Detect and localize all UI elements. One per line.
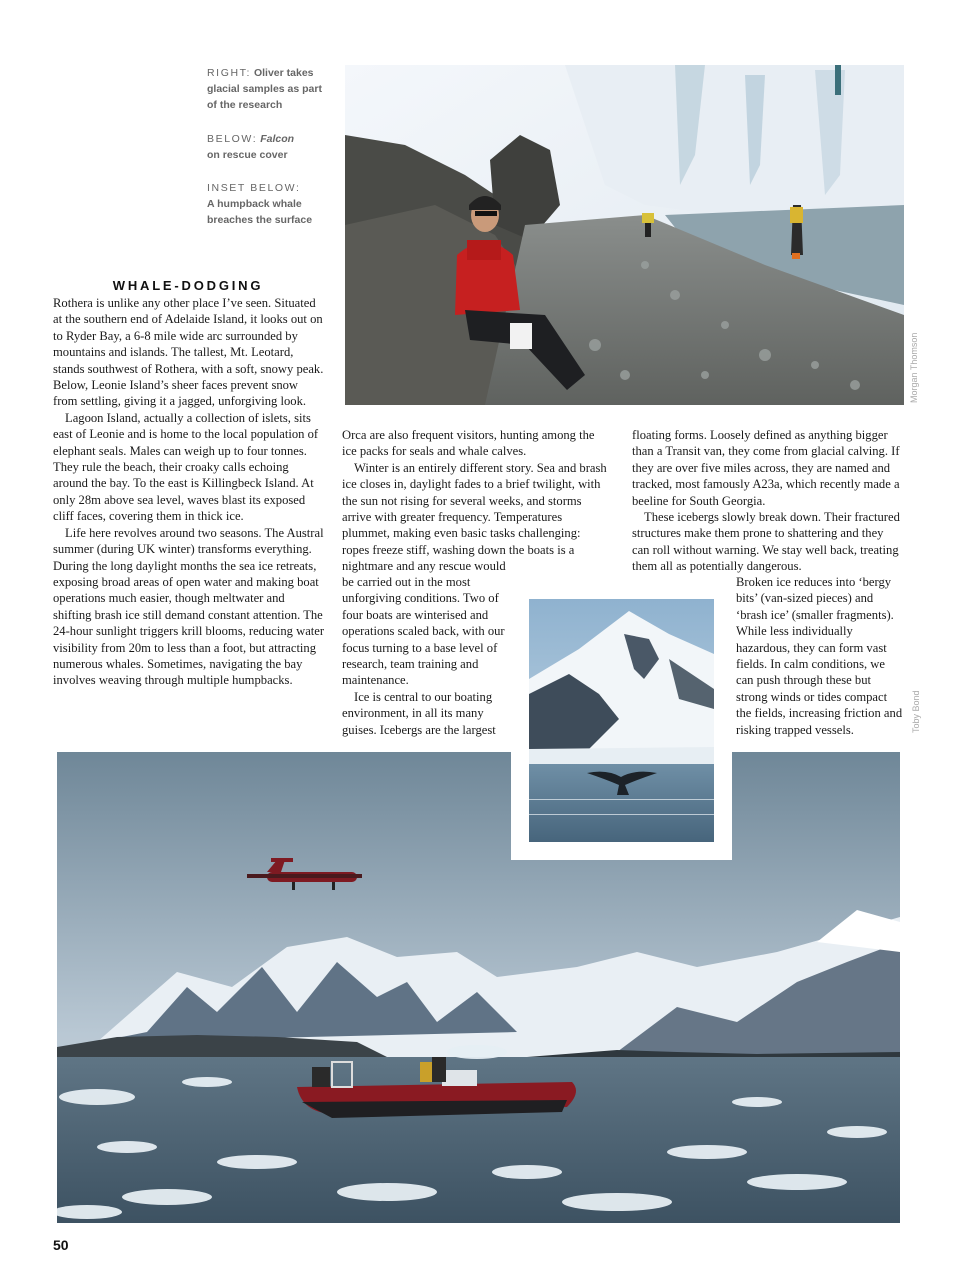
paragraph: Broken ice reduces into ‘bergy bits’ (van-sized pieces) and ‘brash ice’ (smaller fragments). While less individually hazardous, they can form vast fields. In calm conditions, we can push through these but strong winds or tides compact the fields, increasing friction and risking trapped vessels.	[736, 575, 903, 737]
paragraph: Ice is central to our boating environment, in all its many guises. Icebergs are the largest	[342, 689, 496, 737]
paragraph: Lagoon Island, actually a collection of islets, sits east of Leonie and is home to the local population of elephant seals. Males can weigh up to four tonnes. They rule the beach, their croaky calls echoing around the bay. To the east is Killingbeck Island. At only 28m above sea level, waves blast its exposed cliff faces, covering them in thick ice.	[53, 410, 319, 524]
caption-text: A humpback whale breaches the surface	[207, 198, 313, 226]
section-heading: WHALE-DODGING	[112, 278, 264, 293]
photo-credit-morgan-thomson: Morgan Thomson	[909, 332, 919, 403]
caption-label: BELOW:	[207, 133, 258, 145]
paragraph: Life here revolves around two seasons. The Austral summer (during UK winter) transforms everything. During the long daylight months the sea ice retreats, exposing broad areas of open water and making boat operations much easier, though meltwater and shifting brash ice still demand constant attention. The 24-hour sunlight triggers krill blooms, reducing water visibility from 20m to less than a foot, but attracting numerous whales. Sometimes, navigating the bay involves weaving through multiple humpbacks.	[53, 525, 325, 688]
photo-humpback-whale	[529, 599, 714, 842]
column-2-narrow	[342, 574, 517, 738]
page-number: 50	[53, 1237, 69, 1253]
paragraph: These icebergs slowly break down. Their fractured structures make them prone to shattering and they can roll without warning. We stay well back, treating them all as potentially dangerous.	[632, 510, 900, 574]
column-1	[53, 295, 325, 689]
caption-label: INSET BELOW:	[207, 182, 301, 194]
caption-text-em: Falcon	[260, 133, 295, 145]
paragraph: Winter is an entirely different story. Sea and brash ice closes in, daylight fades to a brief twilight, with the sun not rising for several weeks, and storms arrive with greater frequency. Temperatures plummet, making even basic tasks challenging: ropes freeze stiff, washing down the boats is a nightmare and any rescue would	[342, 460, 607, 574]
paragraph: floating forms. Loosely defined as anything bigger than a Transit van, they come from glacial calving. If they are over five miles across, they are named and tracked, most famously A23a, which recently made a beeline for South Georgia.	[632, 428, 900, 508]
caption-text: Oliver takes glacial samples as part of the research	[207, 67, 322, 111]
inset-frame	[511, 582, 732, 860]
photo-rescue-cover	[57, 752, 900, 1223]
photo-glacier-research	[345, 65, 904, 405]
caption-right	[207, 65, 332, 113]
photo-credit-toby-bond: Toby Bond	[911, 690, 921, 733]
column-3	[632, 427, 904, 575]
caption-label: RIGHT:	[207, 67, 252, 79]
column-2	[342, 427, 609, 575]
caption-text: on rescue cover	[207, 149, 288, 161]
paragraph: Rothera is unlike any other place I’ve seen. Situated at the southern end of Adelaide Island, it looks out on to Ryder Bay, a 6-8 mile wide arc surrounded by mountains and islands. The tallest, Mt. Leotard, stands southwest of Rothera, with a soft, snowy peak. Below, Leonie Island’s sheer faces prevent snow from settling, giving it a jagged, unforgiving look.	[53, 296, 324, 409]
paragraph: Orca are also frequent visitors, hunting among the ice packs for seals and whale calves.	[342, 428, 595, 459]
column-3-narrow	[736, 574, 904, 738]
paragraph: be carried out in the most unforgiving conditions. Two of four boats are winterised and operations scaled back, with our focus turning to a base level of research, team training and maintenance.	[342, 575, 505, 688]
caption-inset	[207, 180, 332, 228]
caption-below	[207, 131, 332, 163]
